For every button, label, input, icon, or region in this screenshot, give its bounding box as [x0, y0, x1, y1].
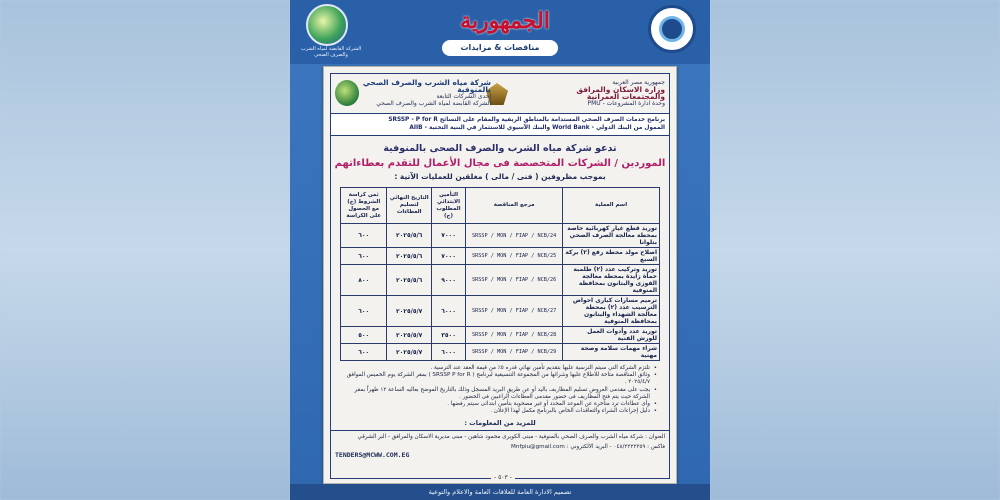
row-date: ٢٠٢٥/٥/٧: [387, 327, 431, 344]
row-name: شراء مهمات سلامة وصحة مهنية: [563, 344, 660, 361]
row-price: ٦٠٠: [341, 224, 387, 248]
water-company-logo: [648, 5, 696, 53]
row-date: ٢٠٢٥/٥/٦: [387, 265, 431, 296]
ministry-line: وزارة الاسكان والمرافق والمجتمعات العمرانية: [576, 85, 665, 101]
holding-company-logo: [306, 4, 348, 46]
col-name: اسم العملية: [563, 188, 660, 224]
invitation-line-3: بموجب مظروفين ( فنى / مالى ) مغلقين للعمليات الآتية :: [394, 172, 606, 181]
notice-frame: [330, 73, 670, 479]
notice-header: [331, 74, 669, 114]
company-affiliation: إحدى الشركات التابعة: [436, 93, 491, 100]
condition-item: • يجب على مقدمى العروض تسليم المظاريف باليد أو عن طريق البريد المسجل وذلك بالتاريخ الموضح بعاليه الساعة ١٢ ظهراً بمقر الشركة حيث يتم فتح المظاريف فى حضور مقدمى العطاءات الراغبين فى الحضور .: [341, 387, 657, 401]
table-row: [341, 296, 660, 327]
ad-code: - ٥٠٣ -: [491, 474, 515, 481]
post-image: [290, 0, 710, 500]
row-price: ٥٠٠: [341, 327, 387, 344]
row-guarantee: ٧٠٠٠: [431, 224, 465, 248]
row-name: توريد عدد وأدوات العمل للورش الفنية: [563, 327, 660, 344]
company-name: شركة مياه الشرب والصرف الصحي بالمنوفية: [362, 78, 491, 94]
program-line-2: الممول من البنك الدولي - World Bank والبنك الآسيوي للاستثمار في البنية التحتية - AIIB: [409, 125, 665, 131]
condition-item: • تلتزم الشركة التي سيتم الترسية عليها بتقديم تأمين نهائي قدره ٥٪ من قيمة العقد عند الترسية .: [341, 365, 657, 372]
condition-item: • دليل إجراءات الشراء والتعاقدات الخاص بالبرنامج مكمل لهذا الإعلان .: [341, 408, 657, 415]
condition-item: • وأى عطاءات ترد متأخرة عن الموعد المحدد أو غير مصحوبة بتأمين ابتدائى سيتم رفضها .: [341, 401, 657, 408]
row-ref: SRSSP / MON / FIAP / NCB/24: [466, 224, 563, 248]
design-credit: تصميم الادارة العامة للعلاقات العامة والاعلام والتوعية: [290, 484, 710, 500]
row-price: ٦٠٠: [341, 248, 387, 265]
row-name: ترميم مسارات كبارى احواض الترسيب عدد (٢) بمحطة معالجة الشهداء والبتانون بمحافظة المنوفية: [563, 296, 660, 327]
col-date: التاريخ النهائي لتسليم العطاءات: [387, 188, 431, 224]
company-block: [361, 79, 491, 107]
section-tag: مناقصات & مزايدات: [442, 40, 558, 56]
background-right: [710, 0, 1000, 500]
country-line: جمهورية مصر العربية: [612, 79, 665, 86]
row-ref: SRSSP / MON / FIAP / NCB/26: [466, 265, 563, 296]
top-band: [290, 0, 710, 64]
row-guarantee: ٩٠٠٠: [431, 265, 465, 296]
row-date: ٢٠٢٥/٥/٧: [387, 344, 431, 361]
col-price: ثمن كراسة الشروط (ج) مع الحصول على الكراسة: [341, 188, 387, 224]
program-bar: [331, 114, 669, 136]
row-name: توريد قطع غيار كهربائية خاصة بمحطة معالجة الصرف الصحي بتلوانا: [563, 224, 660, 248]
contact-address: العنوان : شركة مياه الشرب والصرف الصحي بالمنوفية - مبنى الكوبرى محمود شاهين - مبنى مديرية الاسكان والمرافق - البر الشرقي: [357, 434, 665, 441]
table-row: [341, 265, 660, 296]
row-ref: SRSSP / MON / FIAP / NCB/27: [466, 296, 563, 327]
table-row: [341, 344, 660, 361]
ministry-block: [535, 79, 665, 107]
condition-item: • وثائق المناقصة متاحة للاطلاع عليها وشرائها من المجموعة التنسيقية لبرنامج ( SRSSP P for R ) بمقر الشركة يوم الخميس الموافق ٢٠٢٥/٤/٧ .: [341, 372, 657, 386]
row-name: توريد وتركيب عدد (٢) طلمبة حمأة زايدة بمحطة معالجة الفوزى والبتانون بمحافظة المنوفية: [563, 265, 660, 296]
col-guarantee: التأمين الابتدائي المطلوب (ج): [431, 188, 465, 224]
row-name: اصلاح مولد محطة رفع (٢) بركة السبع: [563, 248, 660, 265]
table-row: [341, 224, 660, 248]
row-ref: SRSSP / MON / FIAP / NCB/28: [466, 327, 563, 344]
holding-name: الشركة القابضة لمياه الشرب والصرف الصحي: [376, 100, 491, 107]
row-guarantee: ٦٠٠٠: [431, 344, 465, 361]
table-row: [341, 248, 660, 265]
logo-emblem-icon: [659, 16, 685, 42]
pmu-line: وحدة ادارة المشروعات - PMU: [587, 100, 665, 107]
table-row: [341, 327, 660, 344]
more-info-heading: للمزيد من المعلومات :: [464, 419, 536, 428]
tenders-email: TENDERS@MCWW.COM.EG: [335, 451, 410, 460]
row-guarantee: ٦٠٠٠: [431, 296, 465, 327]
row-guarantee: ٧٠٠٠: [431, 248, 465, 265]
row-date: ٢٠٢٥/٥/٦: [387, 248, 431, 265]
newspaper-masthead: الجمهورية: [460, 8, 550, 34]
table-header-row: [341, 188, 660, 224]
invitation-line-2: الموردين / الشركات المتخصصة فى مجال الأعمال للتقدم بعطاءاتهم: [334, 158, 666, 169]
background-left: [0, 0, 290, 500]
row-ref: SRSSP / MON / FIAP / NCB/29: [466, 344, 563, 361]
invitation-line-1: تدعو شركة مياه الشرب والصرف الصحى بالمنوفية: [383, 143, 617, 154]
row-price: ٦٠٠: [341, 344, 387, 361]
contact-fax-email: فاكس : ٠٤٨/٢٢٢٢٣٥٩ - البريد الالكتروني : Mnfpiu@gmail.com: [511, 444, 665, 451]
row-price: ٦٠٠: [341, 296, 387, 327]
row-price: ٨٠٠: [341, 265, 387, 296]
company-logo-icon: [335, 80, 359, 106]
tender-notice: [323, 66, 677, 484]
row-date: ٢٠٢٥/٥/٦: [387, 224, 431, 248]
row-guarantee: ٣٥٠٠: [431, 327, 465, 344]
tenders-table: [340, 187, 660, 361]
row-date: ٢٠٢٥/٥/٧: [387, 296, 431, 327]
col-ref: مرجع المناقصة: [466, 188, 563, 224]
conditions-list: [331, 361, 669, 415]
row-ref: SRSSP / MON / FIAP / NCB/25: [466, 248, 563, 265]
holding-company-caption: الشركة القابضة لمياه الشرب والصرف الصحي: [300, 46, 362, 58]
program-line-1: برنامج خدمات الصرف الصحي المستدامة بالمناطق الريفية والمقام على التسائج SRSSP - P for R: [388, 117, 665, 123]
